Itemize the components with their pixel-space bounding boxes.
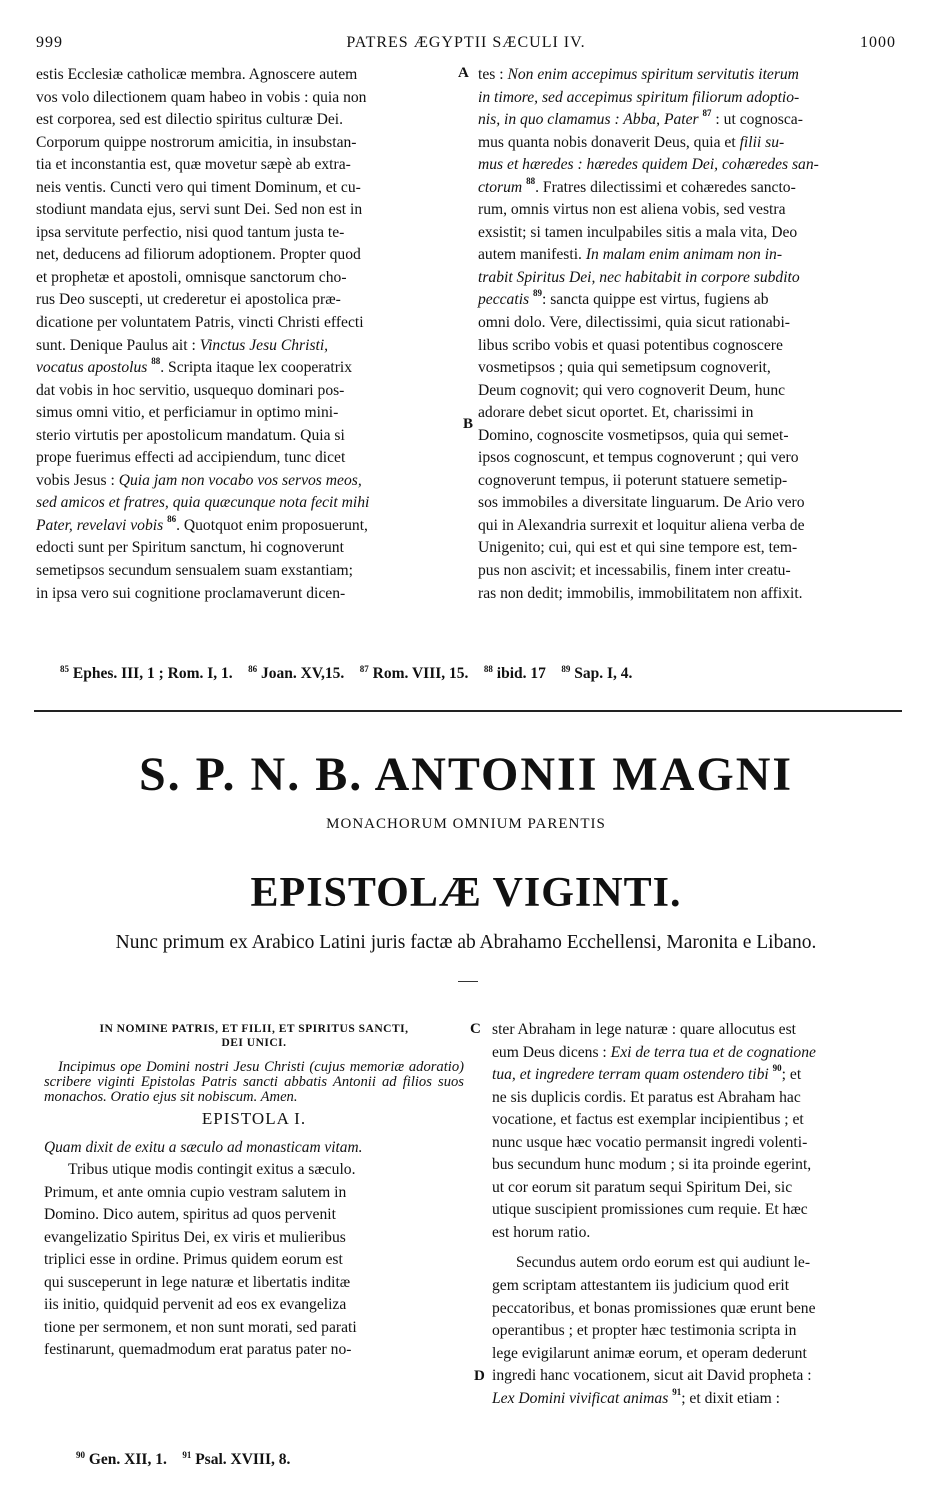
- footnote-ref: 86: [167, 513, 177, 524]
- footnotes-top: $^{85}$ Ephes. III, 1 ; Rom. I, 1. $^{86}$ Joan. XV,15. $^{87}$ Rom. VIII, 15. $^{88}$ ibid. 17 $^{89}$ Sap. I, 4.: [60, 664, 633, 682]
- text-line: nunc usque hæc vocatio permansit ingredi volenti-: [492, 1133, 808, 1151]
- text-line: dicatione per voluntatem Patris, vincti Christi effecti: [36, 314, 364, 332]
- text-line: stodiunt mandata ejus, servi sunt Dei. Sed non est in: [36, 201, 363, 219]
- text-line: Unigenito; cui, qui est et qui sine tempore est, tem-: [478, 539, 798, 557]
- text-line: prope fuerimus effecti ad accipiendum, tunc dicet: [36, 449, 346, 467]
- text-line: Domino, cognoscite vosmetipsos, quia qui semet-: [478, 426, 789, 444]
- text-line: rum, omnis virtus non est aliena vobis, sed vestra: [478, 201, 786, 219]
- epistola-subtitle: Quam dixit de exitu a sæculo ad monasticam vitam.: [44, 1139, 363, 1156]
- page-number-right: 1000: [860, 34, 896, 51]
- text-line: qui in Alexandria surrexit et loquitur aliena verba de: [478, 516, 805, 534]
- text-line: peccatis $^{89}$: sancta quippe est virtus, fugiens ab: [478, 288, 769, 309]
- text-line: ctorum $^{88}$. Fratres dilectissimi et cohæredes sancto-: [478, 175, 796, 196]
- title-dash: [458, 981, 478, 982]
- text-line: net, deducens ad filiorum adoptionem. Propter quod: [36, 246, 361, 264]
- text-line: Pater, revelavi vobis $^{86}$. Quotquot enim proposuerunt,: [36, 513, 368, 534]
- bottom-right-column: [492, 1019, 904, 1410]
- text-line: gem scriptam attestantem iis judicium quod erit: [492, 1277, 790, 1295]
- text-line: sterio virtutis per apostolicum mandatum. Quia si: [36, 426, 345, 444]
- text-line: Primum, et ante omnia cupio vestram salutem in: [44, 1183, 347, 1201]
- text-line: vosmetipsos ; quia qui semetipsum cognoverit,: [478, 359, 771, 377]
- epistola-body: [44, 1159, 464, 1362]
- margin-letter-c: C: [470, 1021, 481, 1037]
- footnote-ref: 90: [772, 1063, 782, 1074]
- footnote-ref: 88: [526, 175, 536, 186]
- text-line: Deum cognovit; qui vero cognoverit Deum, hunc: [478, 381, 786, 399]
- text-line: simus omni vitio, et perficiamur in optimo mini-: [36, 404, 339, 422]
- text-line: semetipsos secundum sensualem suam exstantiam;: [36, 562, 354, 580]
- text-line: dat vobis in hoc servitio, usquequo dominari pos-: [36, 381, 345, 399]
- text-line: utique suscipient promissiones cum requie. Et hæc: [492, 1201, 808, 1219]
- text-line: ut cor eorum sit paratum sequi Spiritum Dei, sic: [492, 1178, 793, 1196]
- text-line: est horum ratio.: [492, 1223, 591, 1241]
- text-line: estis Ecclesiæ catholicæ membra. Agnoscere autem: [36, 66, 358, 83]
- text-line: bus secundum hunc modum ; si ita proinde egerint,: [492, 1156, 812, 1174]
- text-line: et prophetæ et apostoli, omnisque sanctorum cho-: [36, 268, 347, 286]
- text-line: lege evigilarunt animæ eorum, et operam dederunt: [492, 1344, 807, 1362]
- margin-letter-d: D: [474, 1368, 485, 1384]
- text-line: iis initio, quidquid pervenit ad eos ex evangeliza: [44, 1296, 347, 1314]
- text-line: evangelizatio Spiritus Dei, ex viris et mulieribus: [44, 1228, 346, 1246]
- text-line: ras non dedit; immobilis, immobilitatem non affixit.: [478, 584, 803, 602]
- text-line: ipsos cognoscunt, et tempus cognoverunt ; qui vero: [478, 449, 799, 467]
- text-line: in ipsa vero sui cognitione proclamaverunt dicen-: [36, 584, 346, 602]
- text-line: operantibus ; et propter hæc testimonia scripta in: [492, 1322, 797, 1340]
- text-line: Tribus utique modis contingit exitus a sæculo.: [68, 1161, 356, 1178]
- text-line: ster Abraham in lege naturæ : quare allocutus est: [492, 1021, 796, 1038]
- text-line: est corporea, sed est dilectio spiritus culturæ Dei.: [36, 111, 344, 129]
- text-line: sos immobiles a diversitate linguarum. De Ario vero: [478, 494, 805, 512]
- text-line: tua, et ingredere terram quam ostendero tibi $^{90}$; et: [492, 1063, 802, 1084]
- text-line: autem manifesti. In malam enim animam non in-: [478, 246, 783, 264]
- text-line: mus quanta nobis donaverit Deus, quia et filii su-: [478, 133, 785, 151]
- text-line: Corporum quippe nostrorum amicitia, in insubstan-: [36, 133, 357, 151]
- footnotes-bottom: $^{90}$ Gen. XII, 1. $^{91}$ Psal. XVIII, 8.: [76, 1450, 291, 1468]
- text-line: sunt. Denique Paulus ait : Vinctus Jesu Christi,: [36, 336, 329, 354]
- text-line: vobis Jesus : Quia jam non vocabo vos servos meos,: [36, 471, 362, 489]
- text-line: triplici esse in ordine. Primus quidem eorum est: [44, 1251, 343, 1269]
- running-title: PATRES ÆGYPTII SÆCULI IV.: [346, 34, 586, 51]
- invocation-line: IN NOMINE PATRIS, ET FILII, ET SPIRITUS SANCTI,: [99, 1023, 409, 1035]
- main-title: S. P. N. B. ANTONII MAGNI: [138, 748, 794, 801]
- text-line: vocatione, et factus est exemplar incipientibus ; et: [492, 1111, 804, 1129]
- text-line: vocatus apostolus $^{88}$. Scripta itaque lex cooperatrix: [36, 356, 353, 377]
- epistolae-title: EPISTOLÆ VIGINTI.: [250, 870, 682, 916]
- text-line: tes : Non enim accepimus spiritum servitutis iterum: [478, 66, 799, 83]
- text-line: peccatoribus, et bonas promissiones quæ erunt bene: [492, 1299, 816, 1317]
- text-line: pus non ascivit; et incessabilis, finem inter creatu-: [478, 562, 791, 580]
- margin-letter-b: B: [463, 416, 474, 432]
- text-line: exsistit; si tamen inculpabiles sitis a mala vita, Deo: [478, 223, 798, 241]
- text-line: festinarunt, quemadmodum erat paratus pater no-: [44, 1341, 352, 1359]
- section-rule: [34, 710, 902, 712]
- footnote-ref: 91: [672, 1386, 682, 1397]
- text-line: tione per sermonem, et non sunt morati, sed parati: [44, 1318, 357, 1336]
- text-line: eum Deus dicens : Exi de terra tua et de cognatione: [492, 1043, 816, 1061]
- text-line: Domino. Dico autem, spiritus ad quos pervenit: [44, 1206, 336, 1224]
- bottom-left-column: [44, 1022, 464, 1362]
- page-number-left: 999: [36, 34, 63, 51]
- text-line: cognoverunt tempus, ii poterunt statuere semetip-: [478, 471, 788, 489]
- top-right-column: [478, 64, 896, 605]
- text-line: adorare debet sicut oportet. Et, charissimi in: [478, 404, 754, 422]
- subtitle: MONACHORUM OMNIUM PARENTIS: [326, 816, 606, 832]
- epistola-heading: EPISTOLA I.: [201, 1109, 307, 1128]
- text-line: Secundus autem ordo eorum est qui audiunt le-: [516, 1254, 811, 1272]
- text-line: qui susceperunt in lege naturæ et libertatis inditæ: [44, 1273, 351, 1291]
- text-line: rus Deo suscepti, ut crederetur ei apostolica præ-: [36, 291, 341, 309]
- text-line: nis, in quo clamamus : Abba, Pater $^{87}$ : ut cognosca-: [478, 108, 803, 129]
- text-line: in timore, sed accepimus spiritum filiorum adoptio-: [478, 88, 800, 106]
- text-line: Lex Domini vivificat animas $^{91}$; et dixit etiam :: [492, 1386, 780, 1407]
- text-line: omni dolo. Vere, dilectissimi, quia sicut rationabi-: [478, 314, 790, 332]
- text-line: ipsa servitute perfectio, nisi quod tantum justa te-: [36, 223, 345, 241]
- credit-line: Nunc primum ex Arabico Latini juris factæ ab Abrahamo Ecchellensi, Maronita e Libano.: [115, 932, 817, 953]
- text-line: ingredi hanc vocationem, sicut ait David propheta :: [492, 1367, 812, 1385]
- top-left-column: [36, 64, 464, 605]
- text-line: mus et hæredes : hæredes quidem Dei, cohæredes san-: [478, 156, 819, 174]
- text-line: sed amicos et fratres, quia quæcunque nota fecit mihi: [36, 494, 370, 512]
- text-line: edocti sunt per Spiritum sanctum, hi cognoverunt: [36, 539, 344, 557]
- margin-letter-a: A: [458, 65, 469, 81]
- text-line: vos volo dilectionem quam habeo in vobis : quia non: [36, 88, 367, 106]
- invocation-line: DEI UNICI.: [221, 1037, 287, 1049]
- epistle-intro: Incipimus ope Domini nostri Jesu Christi (cujus memoriæ adoratio) scribere viginti Epistolas Patris sancti abbatis Antonii ad filios suos monachos. Oratio ejus sit nobiscum. Amen.: [44, 1059, 464, 1105]
- footnote-ref: 88: [151, 356, 161, 367]
- text-line: neis ventis. Cuncti vero qui timent Dominum, et cu-: [36, 178, 361, 196]
- text-line: tia et inconstantia est, quæ movetur sæpè ab extra-: [36, 156, 351, 174]
- footnote-ref: 89: [533, 288, 542, 299]
- text-line: ne sis duplicis cordis. Et paratus est Abraham hac: [492, 1088, 801, 1106]
- text-line: trabit Spiritus Dei, nec habitabit in corpore subdito: [478, 268, 800, 286]
- footnote-ref: 87: [702, 108, 712, 119]
- text-line: libus scribo vobis et quasi potentibus cognoscere: [478, 336, 783, 354]
